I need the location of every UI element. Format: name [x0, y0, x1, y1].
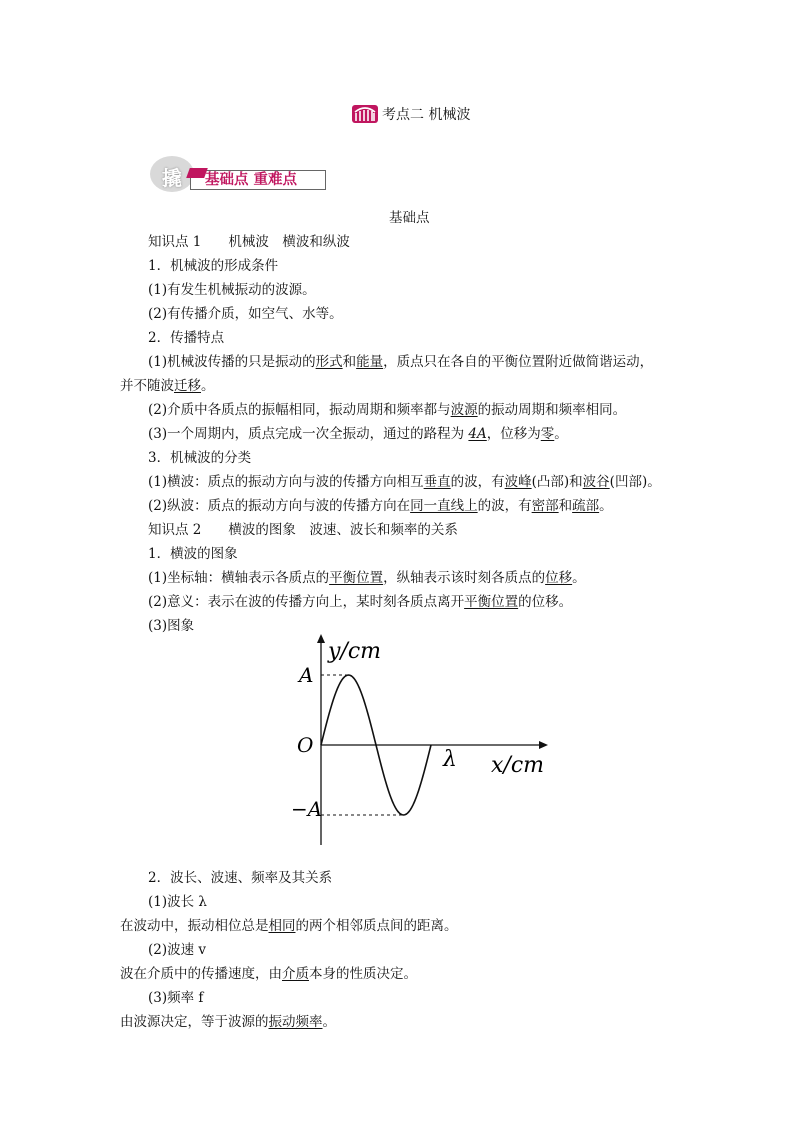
k1-s2-item1: [148, 350, 653, 370]
title-text: 考点二 机械波: [382, 107, 471, 123]
underlined-answer: 垂直: [423, 474, 451, 490]
section-icon: [352, 105, 378, 123]
text: (1)坐标轴：横轴表示各质点的: [148, 570, 330, 586]
text: 的振动周期和频率相同。: [477, 402, 627, 418]
k1-heading: 知识点 1 机械波 横波和纵波: [148, 234, 350, 250]
text: (1)横波：质点的振动方向与波的传播方向相互: [148, 474, 424, 490]
text: (2)意义：表示在波的传播方向上，某时刻各质点离开: [148, 594, 465, 610]
k2-s1-item3: (3)图象: [148, 618, 195, 634]
k2-s1-heading: 1．横波的图象: [148, 546, 238, 562]
text: (凹部)。: [609, 474, 661, 490]
text: 。: [599, 498, 613, 514]
underlined-answer: 同一直线上: [410, 498, 478, 514]
y-axis-arrow: [317, 634, 325, 643]
underlined-answer: 波峰: [504, 474, 532, 490]
underlined-answer: 密部: [531, 498, 559, 514]
underlined-answer: 位移: [545, 570, 573, 586]
underlined-answer: 振动频率: [268, 1014, 323, 1030]
k1-s3-heading: 3．机械波的分类: [148, 450, 252, 466]
text: 的波，有: [477, 498, 532, 514]
banner-bar: [190, 170, 326, 190]
underlined-answer: 4A: [468, 426, 487, 442]
k2-s2-item3-text: [120, 1010, 336, 1030]
text: 波在介质中的传播速度，由: [120, 966, 282, 982]
underlined-answer: 介质: [282, 966, 309, 982]
text: 和: [342, 354, 357, 370]
text: (1)机械波传播的只是振动的: [148, 354, 316, 370]
k1-s2-item2: [148, 398, 626, 418]
text: 。: [201, 378, 215, 394]
text: 。: [322, 1014, 336, 1030]
k1-s1-heading: 1．机械波的形成条件: [148, 258, 279, 274]
neg-amplitude-label: −A: [291, 797, 323, 821]
amplitude-label: A: [299, 663, 314, 687]
k2-s2-item3: (3)频率 f: [148, 990, 204, 1006]
underlined-answer: 平衡位置: [464, 594, 519, 610]
banner-tab-decoration: [186, 168, 208, 178]
k1-s3-item1: [148, 470, 661, 490]
section-title: 基础点: [389, 210, 430, 226]
origin-label: O: [297, 733, 314, 757]
k1-s3-item2: [148, 494, 613, 514]
k2-s1-item1: [148, 566, 586, 586]
underlined-answer: 疏部: [572, 498, 600, 514]
underlined-answer: 迁移: [174, 378, 201, 394]
banner-label: 基础点 重难点: [205, 172, 298, 188]
text: 。: [572, 570, 586, 586]
k1-s1-item2: (2)有传播介质，如空气、水等。: [148, 306, 343, 322]
text: 并不随波: [120, 378, 174, 394]
underlined-answer: 平衡位置: [329, 570, 384, 586]
k2-s2-item1: (1)波长 λ: [148, 894, 207, 910]
wavelength-label: λ: [443, 747, 457, 772]
text: (2)介质中各质点的振幅相同，振动周期和频率都与: [148, 402, 451, 418]
underlined-answer: 形式: [315, 354, 343, 370]
text: ，位移为: [486, 426, 541, 442]
text: ，质点只在各自的平衡位置附近做简谐运动，: [383, 354, 654, 370]
y-axis-label: y/cm: [328, 639, 382, 664]
k2-s2-item2-text: [120, 962, 417, 982]
underlined-answer: 能量: [356, 354, 384, 370]
k2-s2-item2: (2)波速 v: [148, 942, 207, 958]
k1-s1-item1: (1)有发生机械振动的波源。: [148, 282, 316, 298]
k2-s2-heading: 2．波长、波速、频率及其关系: [148, 870, 333, 886]
section-banner: [150, 156, 328, 192]
text: 的波，有: [450, 474, 505, 490]
k2-s2-item1-text: [120, 914, 458, 934]
text: 的位移。: [518, 594, 573, 610]
wave-chart: [265, 630, 555, 855]
text: (3)一个周期内，质点完成一次全振动，通过的路程为: [148, 426, 469, 442]
x-axis-arrow: [539, 741, 548, 749]
k1-s2-item3: [148, 422, 568, 442]
text: 。: [554, 426, 568, 442]
underlined-answer: 波源: [450, 402, 478, 418]
underlined-answer: 波谷: [582, 474, 610, 490]
page-title: [352, 104, 470, 124]
text: 在波动中，振动相位总是: [120, 918, 269, 934]
k1-s2-item1-cont: [120, 374, 215, 394]
k1-s2-heading: 2．传播特点: [148, 330, 225, 346]
banner-badge-text: 撬: [162, 166, 182, 190]
k2-s1-item2: [148, 590, 572, 610]
text: 本身的性质决定。: [309, 966, 417, 982]
text: (凸部)和: [531, 474, 583, 490]
text: ，纵轴表示该时刻各质点的: [383, 570, 546, 586]
text: 和: [558, 498, 573, 514]
underlined-answer: 零: [540, 426, 555, 442]
text: 由波源决定，等于波源的: [120, 1014, 269, 1030]
underlined-answer: 相同: [268, 918, 296, 934]
k2-heading: 知识点 2 横波的图象 波速、波长和频率的关系: [148, 522, 458, 538]
text: (2)纵波：质点的振动方向与波的传播方向在: [148, 498, 411, 514]
x-axis-label: x/cm: [491, 753, 545, 778]
text: 的两个相邻质点间的距离。: [295, 918, 458, 934]
